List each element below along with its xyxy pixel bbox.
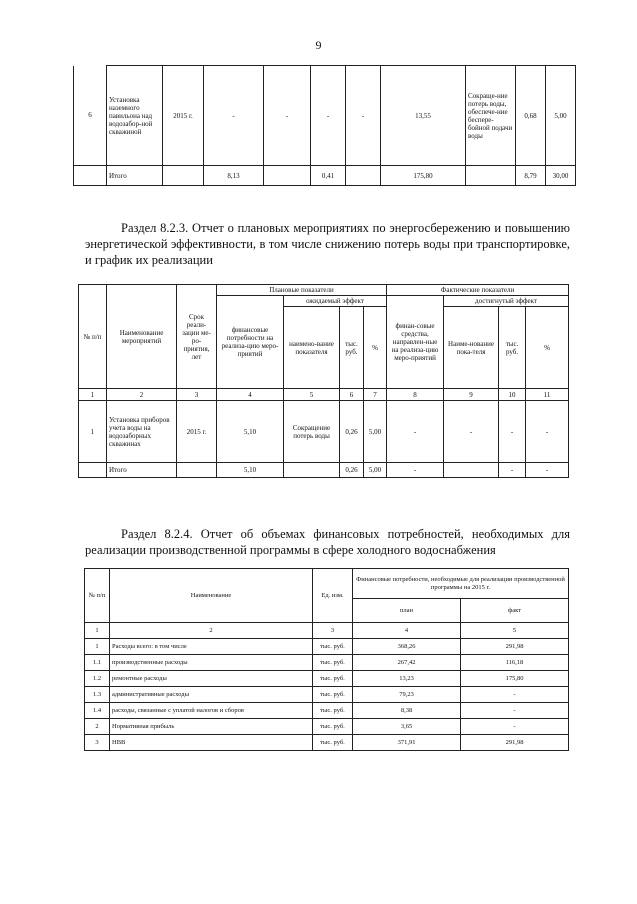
header-fin-sources: финан-совые средства, направлен-ные на реализа-цию меро-приятий	[387, 296, 444, 389]
cell-plan: 3,65	[353, 719, 461, 735]
cell-unit: тыс. руб.	[313, 735, 353, 751]
table-energy-saving	[78, 284, 569, 478]
cell: 5,00	[546, 66, 576, 166]
header-name: Наименование	[110, 569, 313, 623]
table-header-row	[85, 569, 569, 599]
cell-unit: тыс. руб.	[313, 655, 353, 671]
col-number: 7	[364, 389, 387, 401]
cell-plan: 371,91	[353, 735, 461, 751]
cell-fact-pct: -	[526, 463, 569, 478]
cell-fact-pct: -	[526, 401, 569, 463]
cell-num: 1	[85, 639, 110, 655]
table-row	[85, 671, 569, 687]
cell-indicator: Сокращение потерь воды	[284, 401, 340, 463]
cell-name: Расходы всего: в том числе	[110, 639, 313, 655]
col-number: 3	[313, 623, 353, 639]
cell-unit: тыс. руб.	[313, 639, 353, 655]
cell: 0,68	[516, 66, 546, 166]
cell: -	[311, 66, 346, 166]
table-row	[85, 703, 569, 719]
cell: 13,55	[381, 66, 466, 166]
header-pct: %	[364, 307, 387, 389]
cell-fact-thous: -	[499, 401, 526, 463]
cell-year: 2015 г.	[163, 66, 204, 166]
col-number: 4	[353, 623, 461, 639]
cell: 0,41	[311, 166, 346, 186]
header-fin-needs: Финансовые потребности, необходимые для реализации производственной программы на 2015 г.	[353, 569, 569, 599]
col-number: 3	[177, 389, 217, 401]
cell-name: Итого	[107, 463, 177, 478]
cell	[466, 166, 516, 186]
cell-plan: 267,42	[353, 655, 461, 671]
header-thous: тыс. руб.	[499, 307, 526, 389]
cell-num: 1.2	[85, 671, 110, 687]
cell-year	[163, 166, 204, 186]
cell-num: 1.1	[85, 655, 110, 671]
header-indicator-name: Наиме-нование пока-теля	[444, 307, 499, 389]
table-row	[79, 401, 569, 463]
col-number: 1	[85, 623, 110, 639]
cell-fact: 116,18	[461, 655, 569, 671]
cell: Сокраще-ние потерь воды, обеспече-ние беспере-бойной подачи воды	[466, 66, 516, 166]
cell-name: административные расходы	[110, 687, 313, 703]
table-financial-needs	[84, 568, 569, 751]
col-number: 8	[387, 389, 444, 401]
col-number: 10	[499, 389, 526, 401]
col-number: 1	[79, 389, 107, 401]
header-achieved: достигнутый эффект	[444, 296, 569, 307]
cell-plan: 8,38	[353, 703, 461, 719]
table-header-row	[79, 285, 569, 296]
table-row	[79, 463, 569, 478]
cell-plan: 79,23	[353, 687, 461, 703]
cell-fact-name: -	[444, 401, 499, 463]
table-row	[85, 719, 569, 735]
cell-name: Установка приборов учета воды на водозаборных скважинах	[107, 401, 177, 463]
cell: 175,80	[381, 166, 466, 186]
col-number: 5	[284, 389, 340, 401]
cell-fact-thous: -	[499, 463, 526, 478]
table-row	[74, 66, 576, 166]
cell-num: 1.3	[85, 687, 110, 703]
cell-name: Установка наземного павильона над водозабор-ной скважиной	[107, 66, 163, 166]
cell-num: 3	[85, 735, 110, 751]
cell-plan: 13,23	[353, 671, 461, 687]
table-row	[74, 166, 576, 186]
col-number: 9	[444, 389, 499, 401]
cell-unit: тыс. руб.	[313, 687, 353, 703]
cell-pct: 5,00	[364, 401, 387, 463]
header-indicator-name: наимено-вание показателя	[284, 307, 340, 389]
header-thous: тыс. руб.	[340, 307, 364, 389]
col-number: 6	[340, 389, 364, 401]
cell-fact: 291,98	[461, 639, 569, 655]
column-number-row	[85, 623, 569, 639]
cell-fact: 175,80	[461, 671, 569, 687]
col-number: 2	[110, 623, 313, 639]
cell-fact-fin: -	[387, 401, 444, 463]
cell-indicator	[284, 463, 340, 478]
cell-term	[177, 463, 217, 478]
cell-fact: -	[461, 719, 569, 735]
col-number: 11	[526, 389, 569, 401]
cell-thous: 0,26	[340, 463, 364, 478]
cell-fact: -	[461, 687, 569, 703]
cell-fact-name	[444, 463, 499, 478]
cell-fact: 291,98	[461, 735, 569, 751]
column-number-row	[79, 389, 569, 401]
cell-plan: 368,26	[353, 639, 461, 655]
header-expected: ожидаемый эффект	[284, 296, 387, 307]
header-name: Наименование мероприятий	[107, 285, 177, 389]
cell-num: 1	[79, 401, 107, 463]
cell-num: 6	[74, 66, 107, 166]
cell-fin: 5,10	[217, 463, 284, 478]
cell-unit: тыс. руб.	[313, 719, 353, 735]
cell-name: расходы, связанные с уплатой налогов и сборов	[110, 703, 313, 719]
table-row	[85, 639, 569, 655]
cell-fact-fin: -	[387, 463, 444, 478]
cell-unit: тыс. руб.	[313, 671, 353, 687]
header-fact: Фактические показатели	[387, 285, 569, 296]
cell-pct: 5,00	[364, 463, 387, 478]
cell-name: НВВ	[110, 735, 313, 751]
cell-num: 1.4	[85, 703, 110, 719]
cell-name: Нормативная прибыль	[110, 719, 313, 735]
cell: 8,13	[204, 166, 264, 186]
header-pct: %	[526, 307, 569, 389]
cell-num: 2	[85, 719, 110, 735]
header-num: № п/п	[85, 569, 110, 623]
header-num: № п/п	[79, 285, 107, 389]
col-number: 2	[107, 389, 177, 401]
cell: 30,00	[546, 166, 576, 186]
cell-num	[79, 463, 107, 478]
cell-fact: -	[461, 703, 569, 719]
header-unit: Ед. изм.	[313, 569, 353, 623]
section-heading-8-2-4: Раздел 8.2.4. Отчет об объемах финансовых потребностей, необходимых для реализации производственной программы в сфере холодного водоснабжения	[85, 527, 570, 557]
col-number: 4	[217, 389, 284, 401]
table-continuation	[73, 65, 576, 186]
table-row	[85, 655, 569, 671]
section-heading-8-2-3: Раздел 8.2.3. Отчет о плановых мероприятиях по энергосбережению и повышению энергетической эффективности, в том числе снижению потерь воды при транспортировке, и график их реализации	[85, 221, 570, 267]
cell-num	[74, 166, 107, 186]
cell: -	[204, 66, 264, 166]
header-term: Срок реали-зации ме-ро-приятия, лет	[177, 285, 217, 389]
page-number: 9	[315, 38, 322, 52]
col-number: 5	[461, 623, 569, 639]
cell-fin: 5,10	[217, 401, 284, 463]
header-fact: факт	[461, 599, 569, 623]
header-fin-need: финансовые потребности на реализа-цию меро-приятий	[217, 296, 284, 389]
cell-name: ремонтные расходы	[110, 671, 313, 687]
header-plan: Плановые показатели	[217, 285, 387, 296]
cell	[346, 166, 381, 186]
table-row	[85, 735, 569, 751]
cell	[264, 166, 311, 186]
cell: -	[346, 66, 381, 166]
cell-unit: тыс. руб.	[313, 703, 353, 719]
cell-name: Итого	[107, 166, 163, 186]
cell-thous: 0,26	[340, 401, 364, 463]
cell-term: 2015 г.	[177, 401, 217, 463]
header-plan: план	[353, 599, 461, 623]
cell: -	[264, 66, 311, 166]
table-row	[85, 687, 569, 703]
cell-name: производственные расходы	[110, 655, 313, 671]
cell: 8,79	[516, 166, 546, 186]
